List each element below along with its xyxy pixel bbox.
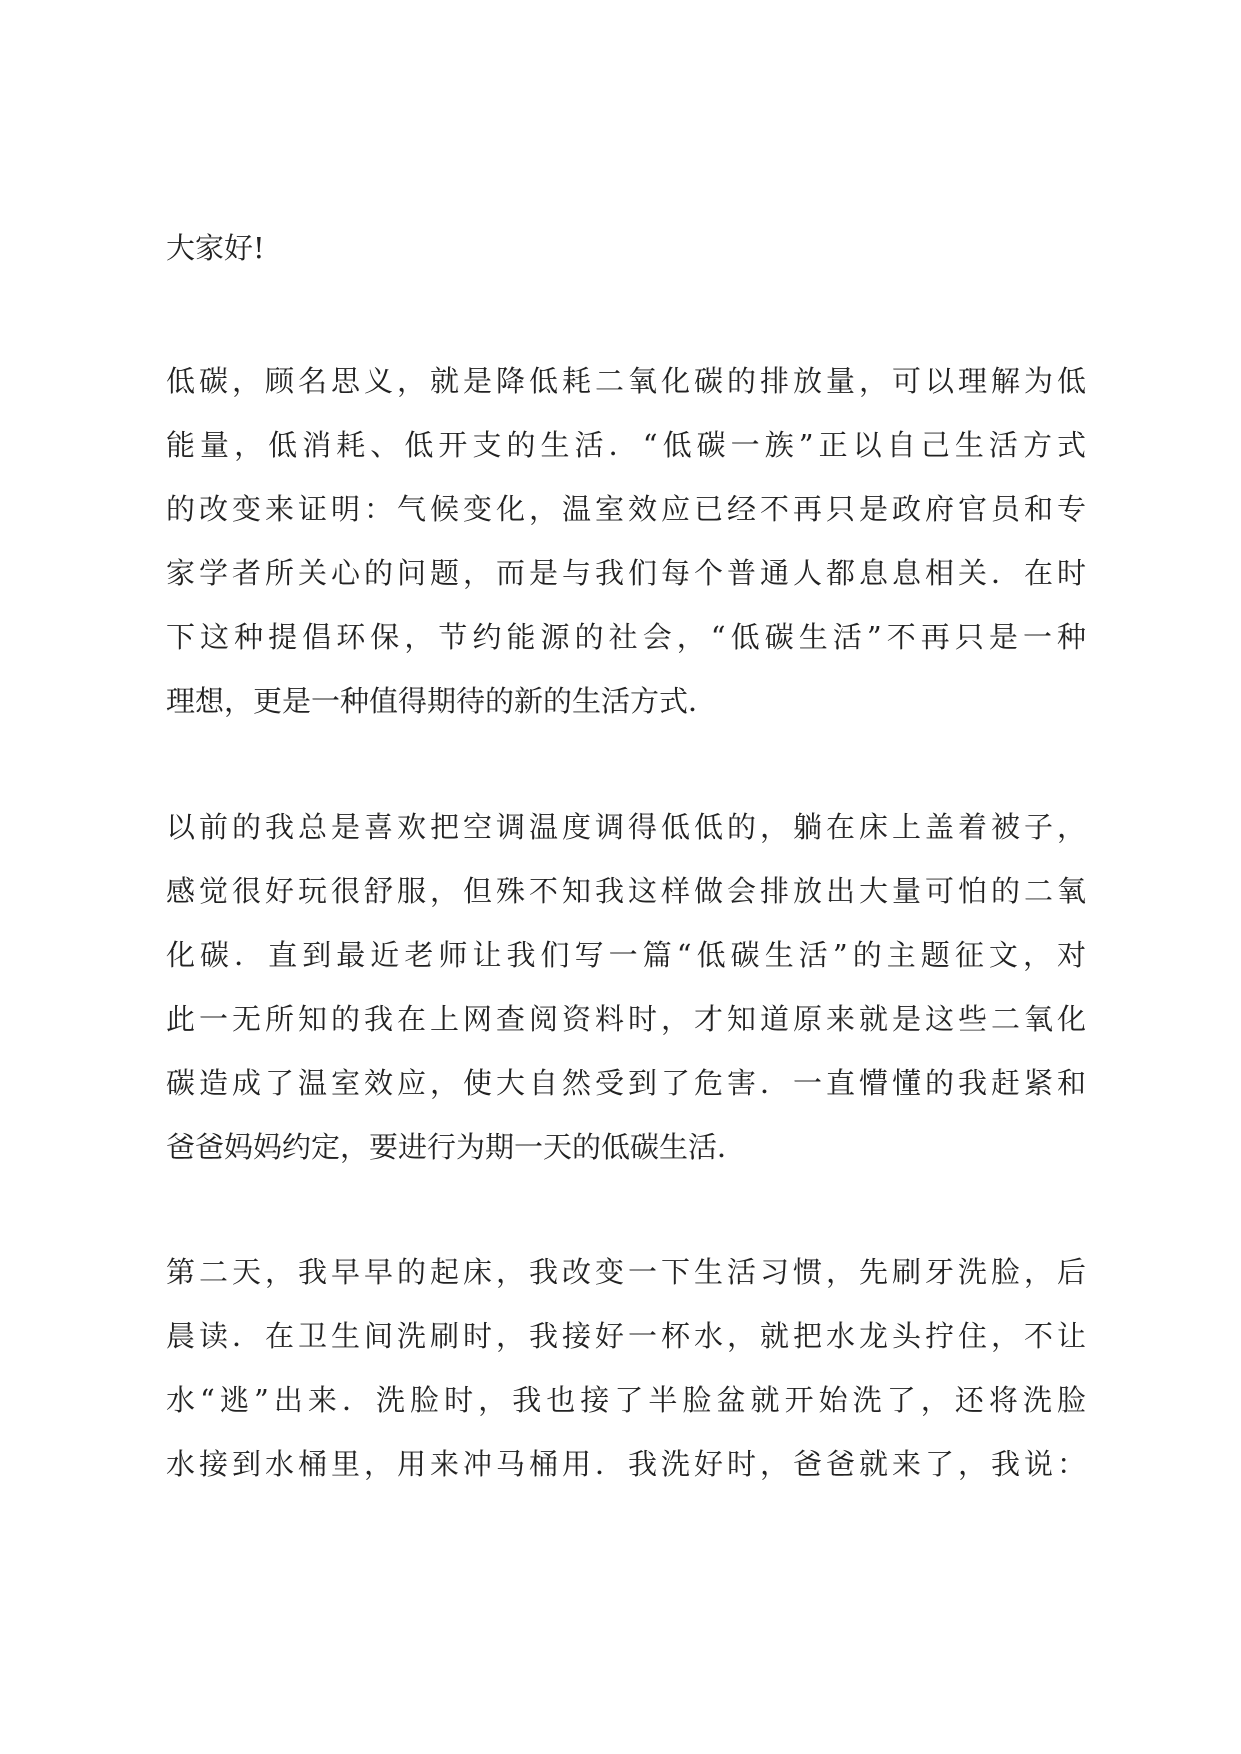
text-line: 晨读．在卫生间洗刷时，我接好一杯水，就把水龙头拧住，不让: [166, 1319, 1086, 1353]
text-line: 水“逃”出来．洗脸时，我也接了半脸盆就开始洗了，还将洗脸: [166, 1383, 1086, 1417]
paragraph-1: [166, 349, 1086, 733]
text-line: 化碳．直到最近老师让我们写一篇“低碳生活”的主题征文，对: [166, 938, 1086, 972]
paragraph-2: [166, 795, 1086, 1179]
text-line: 此一无所知的我在上网查阅资料时，才知道原来就是这些二氧化: [166, 1002, 1086, 1036]
text-line: 碳造成了温室效应，使大自然受到了危害．一直懵懂的我赶紧和: [166, 1066, 1086, 1100]
text-line: 感觉很好玩很舒服，但殊不知我这样做会排放出大量可怕的二氧: [166, 874, 1086, 908]
text-line: 下这种提倡环保，节约能源的社会，“低碳生活”不再只是一种: [166, 620, 1086, 654]
text-line: 低碳，顾名思义，就是降低耗二氧化碳的排放量，可以理解为低: [166, 364, 1086, 398]
text-line: 能量，低消耗、低开支的生活．“低碳一族”正以自己生活方式: [166, 428, 1086, 462]
text-line: 理想，更是一种值得期待的新的生活方式．: [166, 684, 718, 718]
paragraph-3: [166, 1240, 1086, 1496]
text-line: 爸爸妈妈约定，要进行为期一天的低碳生活．: [166, 1130, 747, 1164]
greeting-line: 大家好!: [166, 231, 265, 265]
text-line: 以前的我总是喜欢把空调温度调得低低的，躺在床上盖着被子，: [166, 810, 1086, 844]
text-line: 第二天，我早早的起床，我改变一下生活习惯，先刷牙洗脸，后: [166, 1255, 1086, 1289]
text-line: 家学者所关心的问题，而是与我们每个普通人都息息相关．在时: [166, 556, 1086, 590]
text-line: 水接到水桶里，用来冲马桶用．我洗好时，爸爸就来了，我说：: [166, 1447, 1086, 1481]
text-line: 的改变来证明：气候变化，温室效应已经不再只是政府官员和专: [166, 492, 1086, 526]
